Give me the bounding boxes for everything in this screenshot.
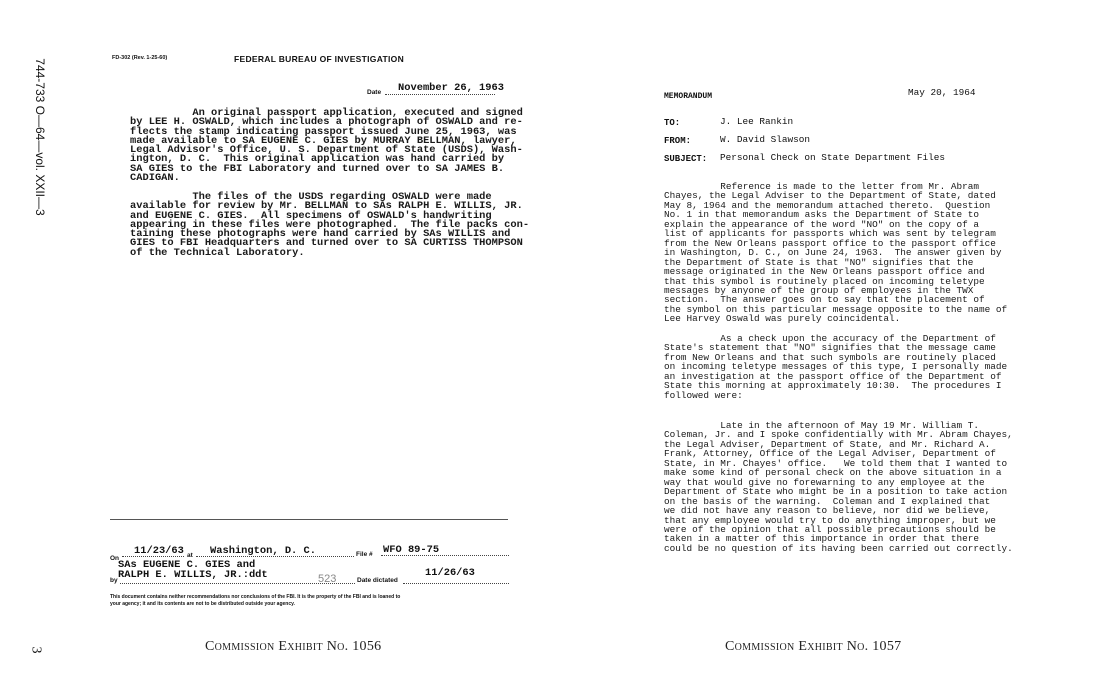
text-line: Coleman, Jr. and I spoke confidentially with Mr. Abram Chayes, xyxy=(664,429,1013,441)
interview-date: 11/23/63 xyxy=(134,545,184,557)
text-line: message originated in the New Orleans passport office and xyxy=(664,266,985,278)
by-label: by xyxy=(110,577,118,584)
text-line: made available to SA EUGENE C. GIES by MURRAY BELLMAN, lawyer, xyxy=(130,134,517,147)
text-line: the Department of State is that "NO" signifies that the xyxy=(664,256,974,268)
text-line: State's statement that "NO" signifies that the message came xyxy=(664,342,996,354)
file-label: File # xyxy=(356,551,373,558)
agency-header: FEDERAL BUREAU OF INVESTIGATION xyxy=(234,54,405,64)
text-line: on the basis of the warning. Coleman and I explained that xyxy=(664,495,991,507)
text-line: the symbol on this particular message opposite to the name of xyxy=(664,303,1008,315)
text-line: taken in a matter of this importance in order that there xyxy=(664,533,980,545)
text-line: way that would give no forewarning to any employee at the xyxy=(664,476,985,488)
text-line: explain the appearance of the word "NO" on the copy of a xyxy=(664,218,980,230)
text-line: taining these photographs were hand carried by SAs WILLIS and xyxy=(130,228,511,241)
subject-label: SUBJECT: xyxy=(664,154,708,164)
to-value: J. Lee Rankin xyxy=(720,116,794,127)
location: Washington, D. C. xyxy=(210,545,317,557)
text-line: of the Technical Laboratory. xyxy=(130,246,305,259)
to-label: TO: xyxy=(664,118,681,128)
text-line: No. 1 in that memorandum asks the Department of State to xyxy=(664,209,980,221)
agent-name-2: RALPH E. WILLIS, JR.:ddt xyxy=(118,569,268,581)
text-line: on incoming teletype messages of this type, I personally made xyxy=(664,361,1008,373)
text-line: from New Orleans and that such symbols are routinely placed xyxy=(664,351,996,363)
memo-date: May 20, 1964 xyxy=(908,87,976,98)
date-dictated-label: Date dictated xyxy=(357,577,398,584)
text-line: list of applicants for passports which was sent by telegram xyxy=(664,228,996,240)
text-line: As a check upon the accuracy of the Department of xyxy=(664,333,996,344)
paragraph-2 xyxy=(130,193,529,258)
date-dictated: 11/26/63 xyxy=(425,567,475,579)
paragraph-3 xyxy=(664,421,1013,553)
text-line: Reference is made to the letter from Mr. Abram xyxy=(664,181,980,192)
date-label: Date xyxy=(367,89,382,96)
text-line: that any employee would try to do anything improper, but we xyxy=(664,514,996,526)
text-line: could be no question of its having been carried out correctly. xyxy=(664,542,1013,554)
text-line: Frank, Attorney, Office of the Legal Adviser, Department of xyxy=(664,448,996,460)
file-number: WFO 89-75 xyxy=(383,544,440,556)
text-line: section. The answer goes on to say that the placement of xyxy=(664,294,985,306)
exhibit-caption-1057: Commission Exhibit No. 1057 xyxy=(725,639,902,654)
text-line: in Washington, D. C., on June 24, 1963. The answer given by xyxy=(664,247,1002,259)
text-line: an investigation at the passport office of the Department of xyxy=(664,370,1002,382)
text-line: flects the stamp indicating passport issued June 25, 1963, was xyxy=(130,125,517,138)
exhibit-caption-1056: Commission Exhibit No. 1056 xyxy=(205,639,382,654)
text-line: GIES to FBI Headquarters and turned over to SA CURTISS THOMPSON xyxy=(130,237,523,250)
stamp-number: 523 xyxy=(318,573,337,585)
at-label: at xyxy=(187,552,193,559)
text-line: May 8, 1964 and the memorandum attached thereto. Question xyxy=(664,199,991,211)
from-label: FROM: xyxy=(664,136,692,146)
text-line: were of the opinion that all possible precautions should be xyxy=(664,523,996,535)
paragraph-1 xyxy=(130,109,523,183)
paragraph-2 xyxy=(664,334,1007,400)
margin-page-number: 3 xyxy=(28,646,44,654)
text-line: make some kind of personal check on the above situation in a xyxy=(664,467,1002,479)
on-label: On xyxy=(110,555,120,562)
text-line: Chayes, the Legal Adviser to the Department of State, dated xyxy=(664,190,996,202)
text-line: Lee Harvey Oswald was purely coincidental. xyxy=(664,313,901,325)
text-line: available for review by Mr. BELLMAN to SAs RALPH E. WILLIS, JR. xyxy=(130,200,523,213)
text-line: State, in Mr. Chayes' office. We told them that I wanted to xyxy=(664,457,1008,469)
text-line: ington, D. C. This original application was hand carried by xyxy=(130,153,505,166)
footer-line-1: This document contains neither recommendations nor conclusions of the FBI. It is the property of the FBI and is loaned to xyxy=(110,594,401,600)
subject-value: Personal Check on State Department Files xyxy=(720,152,946,163)
text-line: we did not have any reason to believe, nor did we believe, xyxy=(664,505,991,517)
text-line: The files of the USDS regarding OSWALD were made xyxy=(130,191,492,203)
agent-name-1: SAs EUGENE C. GIES and xyxy=(118,559,256,571)
text-line: by LEE H. OSWALD, which includes a photograph of OSWALD and re- xyxy=(130,116,523,129)
text-line: appearing in these files were photographed. The file packs con- xyxy=(130,218,530,231)
text-line: and EUGENE C. GIES. All specimens of OSWALD's handwriting xyxy=(130,209,492,222)
footer-line-2: your agency; it and its contents are not to be distributed outside your agency. xyxy=(110,601,295,607)
margin-side-text: 744-733 O—64—vol. XXII—3 xyxy=(33,58,47,216)
text-line: Late in the afternoon of May 19 Mr. William T. xyxy=(664,420,980,431)
text-line: that this symbol is routinely placed on incoming teletype xyxy=(664,275,985,287)
text-line: messages by anyone of the group of employees in the TWX xyxy=(664,284,974,296)
text-line: Department of State who might be in a position to take action xyxy=(664,486,1008,498)
memo-heading: MEMORANDUM xyxy=(664,92,713,101)
text-line: followed were: xyxy=(664,389,743,401)
text-line: the Legal Adviser, Department of State, and Mr. Richard A. xyxy=(664,438,991,450)
text-line: CADIGAN. xyxy=(130,172,180,185)
text-line: from the New Orleans passport office to the passport office xyxy=(664,237,996,249)
text-line: Legal Advisor's Office, U. S. Department of State (USDS), Wash- xyxy=(130,144,523,157)
form-number: FD-302 (Rev. 1-25-60) xyxy=(112,55,168,61)
report-date: November 26, 1963 xyxy=(398,82,505,94)
text-line: An original passport application, executed and signed xyxy=(130,107,523,119)
from-value: W. David Slawson xyxy=(720,134,811,145)
text-line: State this morning at approximately 10:30. The procedures I xyxy=(664,380,1002,392)
paragraph-1 xyxy=(664,182,1007,324)
text-line: SA GIES to the FBI Laboratory and turned over to SA JAMES B. xyxy=(130,162,505,175)
